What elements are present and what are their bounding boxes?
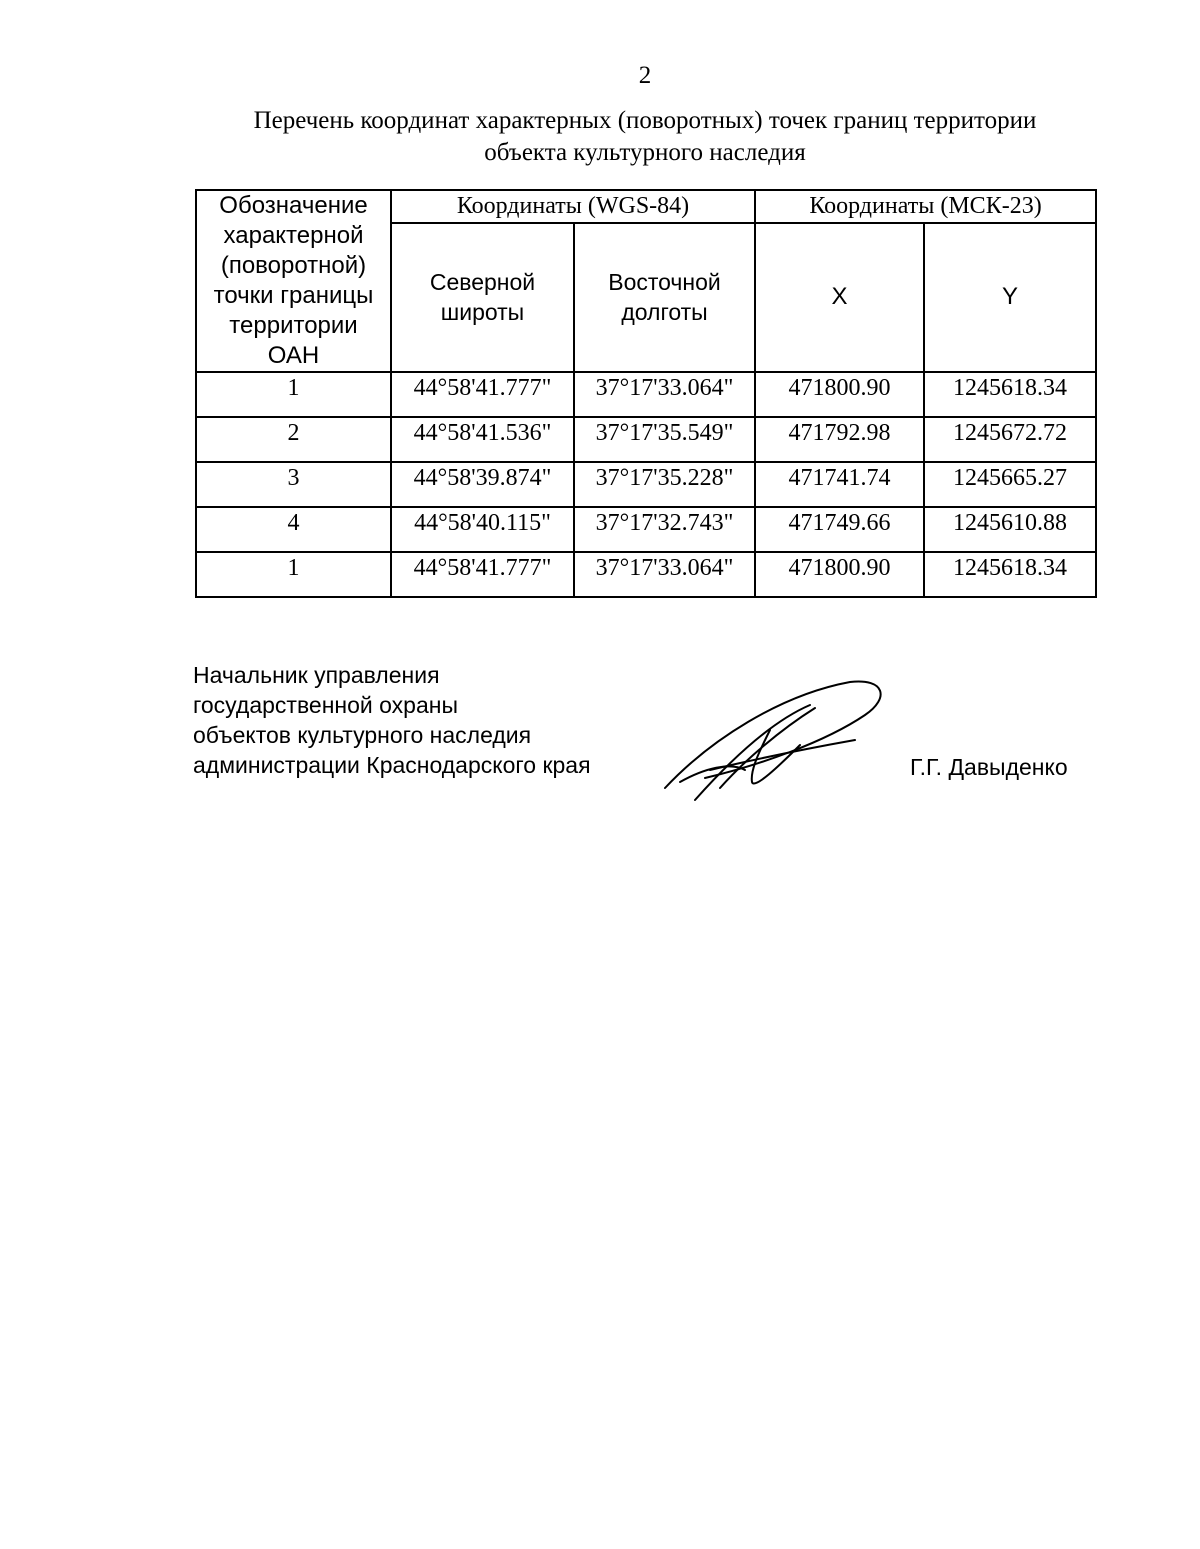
x-cell: 471792.98 — [755, 417, 924, 462]
document-title — [190, 105, 1100, 169]
latitude-cell: 44°58'41.536" — [391, 417, 574, 462]
longitude-cell: 37°17'33.064" — [574, 552, 755, 597]
position-line: администрации Краснодарского края — [193, 752, 591, 778]
latitude-cell: 44°58'39.874" — [391, 462, 574, 507]
designation-header-line: характерной — [223, 222, 364, 249]
table-row — [196, 417, 1096, 462]
table-row — [196, 552, 1096, 597]
point-number-cell: 2 — [196, 417, 391, 462]
designation-header-line: (поворотной) — [220, 252, 367, 279]
latitude-header — [391, 223, 574, 372]
point-number-cell: 1 — [196, 372, 391, 417]
longitude-header-line: Восточной — [608, 269, 721, 296]
position-line: государственной охраны — [193, 692, 458, 718]
designation-header-line: Обозначение — [219, 192, 368, 219]
signatory-position — [193, 660, 591, 780]
title-line-2: объекта культурного наследия — [484, 139, 806, 166]
point-number-cell: 1 — [196, 552, 391, 597]
coordinates-table — [195, 189, 1097, 598]
page-number: 2 — [638, 62, 652, 89]
point-number-cell: 4 — [196, 507, 391, 552]
latitude-cell: 44°58'41.777" — [391, 552, 574, 597]
position-line: объектов культурного наследия — [193, 722, 532, 748]
handwritten-signature — [650, 670, 890, 810]
x-cell: 471741.74 — [755, 462, 924, 507]
longitude-cell: 37°17'32.743" — [574, 507, 755, 552]
designation-header — [196, 190, 391, 372]
x-cell: 471800.90 — [755, 552, 924, 597]
longitude-header-line: долготы — [621, 299, 708, 326]
longitude-cell: 37°17'33.064" — [574, 372, 755, 417]
longitude-cell: 37°17'35.549" — [574, 417, 755, 462]
designation-header-line: территории — [229, 312, 358, 339]
y-cell: 1245618.34 — [924, 372, 1096, 417]
x-cell: 471749.66 — [755, 507, 924, 552]
wgs84-group-header: Координаты (WGS-84) — [391, 190, 755, 223]
x-header: X — [755, 223, 924, 372]
latitude-header-line: широты — [440, 299, 525, 326]
y-cell: 1245610.88 — [924, 507, 1096, 552]
table-row — [196, 507, 1096, 552]
y-cell: 1245618.34 — [924, 552, 1096, 597]
position-line: Начальник управления — [193, 662, 440, 688]
x-cell: 471800.90 — [755, 372, 924, 417]
signer-name: Г.Г. Давыденко — [910, 754, 1068, 780]
designation-header-line: точки границы — [213, 282, 374, 309]
longitude-cell: 37°17'35.228" — [574, 462, 755, 507]
latitude-cell: 44°58'40.115" — [391, 507, 574, 552]
title-line-1: Перечень координат характерных (поворотных) точек границ территории — [253, 107, 1037, 134]
latitude-header-line: Северной — [429, 269, 536, 296]
longitude-header — [574, 223, 755, 372]
msk23-group-header: Координаты (МСК-23) — [755, 190, 1096, 223]
point-number-cell: 3 — [196, 462, 391, 507]
designation-header-line: ОАН — [267, 342, 320, 369]
table-row — [196, 462, 1096, 507]
y-header: Y — [924, 223, 1096, 372]
latitude-cell: 44°58'41.777" — [391, 372, 574, 417]
y-cell: 1245672.72 — [924, 417, 1096, 462]
y-cell: 1245665.27 — [924, 462, 1096, 507]
table-row — [196, 372, 1096, 417]
